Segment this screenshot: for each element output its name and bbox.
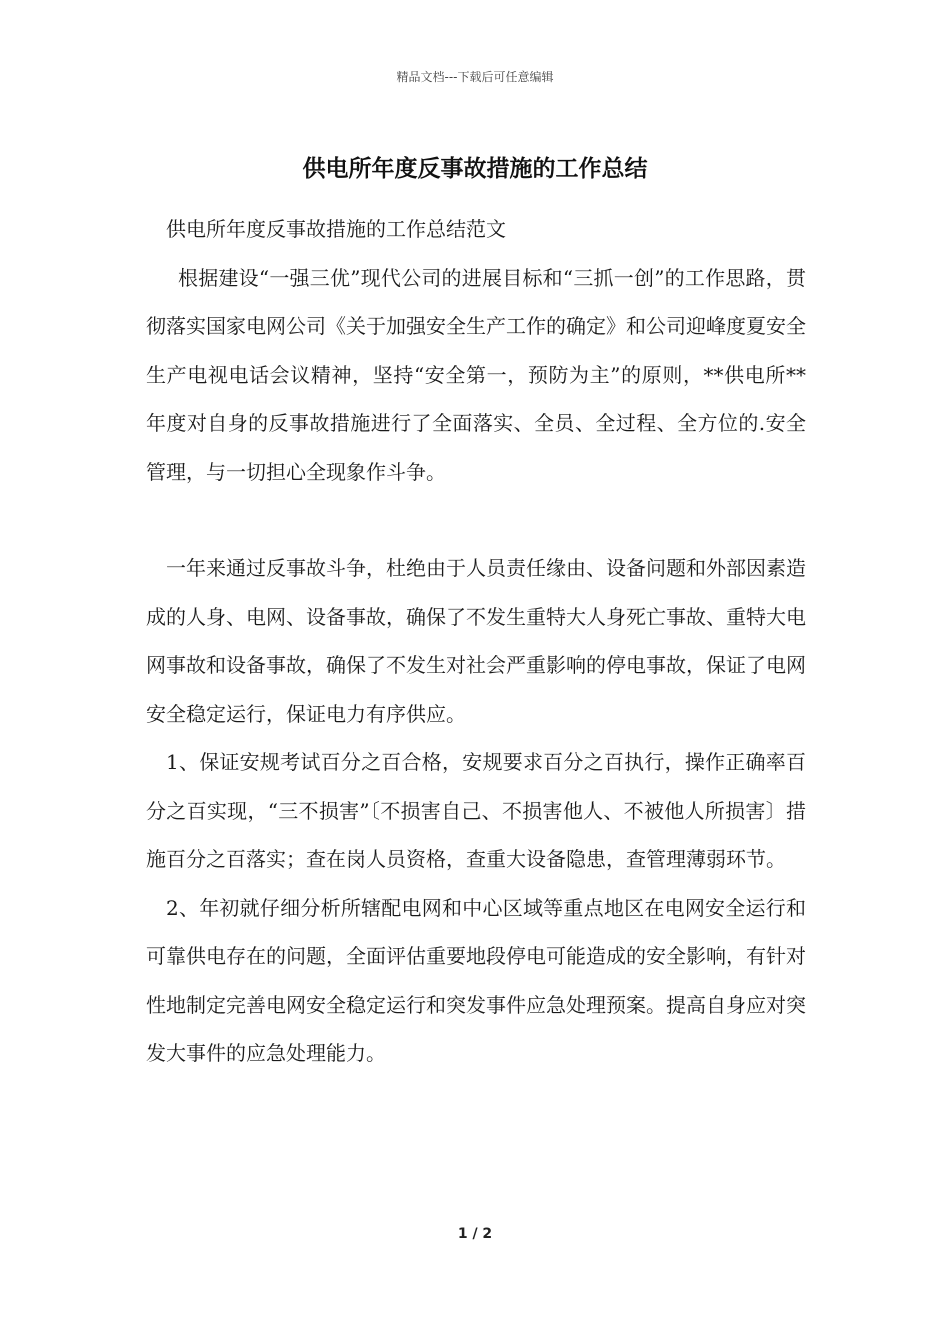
paragraph: 一年来通过反事故斗争，杜绝由于人员责任缘由、设备问题和外部因素造成的人身、电网、设备事故，确保了不发生重特大人身死亡事故、重特大电网事故和设备事故，确保了不发生对社会严重影响的停电事故，保证了电网安全稳定运行，保证电力有序供应。	[146, 556, 806, 726]
document-body	[146, 205, 806, 1078]
list-item: 2、年初就仔细分析所辖配电网和中心区域等重点地区在电网安全运行和可靠供电存在的问题，全面评估重要地段停电可能造成的安全影响，有针对性地制定完善电网安全稳定运行和突发事件应急处理预案。提高自身应对突发大事件的应急处理能力。	[146, 895, 806, 1065]
list-item: 1、保证安规考试百分之百合格，安规要求百分之百执行，操作正确率百分之百实现，“三不损害”〔不损害自己、不损害他人、不被他人所损害〕措施百分之百落实；查在岗人员资格，查重大设备隐患，查管理薄弱环节。	[146, 750, 806, 871]
header-note: 精品文档---下载后可任意编辑	[396, 70, 554, 84]
document-title: 供电所年度反事故措施的工作总结	[302, 155, 648, 182]
paragraph: 根据建设“一强三优”现代公司的进展目标和“三抓一创”的工作思路，贯彻落实国家电网公司《关于加强安全生产工作的确定》和公司迎峰度夏安全生产电视电话会议精神，坚持“安全第一，预防为主”的原则，**供电所**年度对自身的反事故措施进行了全面落实、全员、全过程、全方位的.安全管理，与一切担心全现象作斗争。	[146, 265, 806, 484]
paragraph-gap	[146, 496, 806, 544]
document-subtitle: 供电所年度反事故措施的工作总结范文	[166, 217, 506, 241]
page-number: 1 / 2	[457, 1226, 493, 1242]
